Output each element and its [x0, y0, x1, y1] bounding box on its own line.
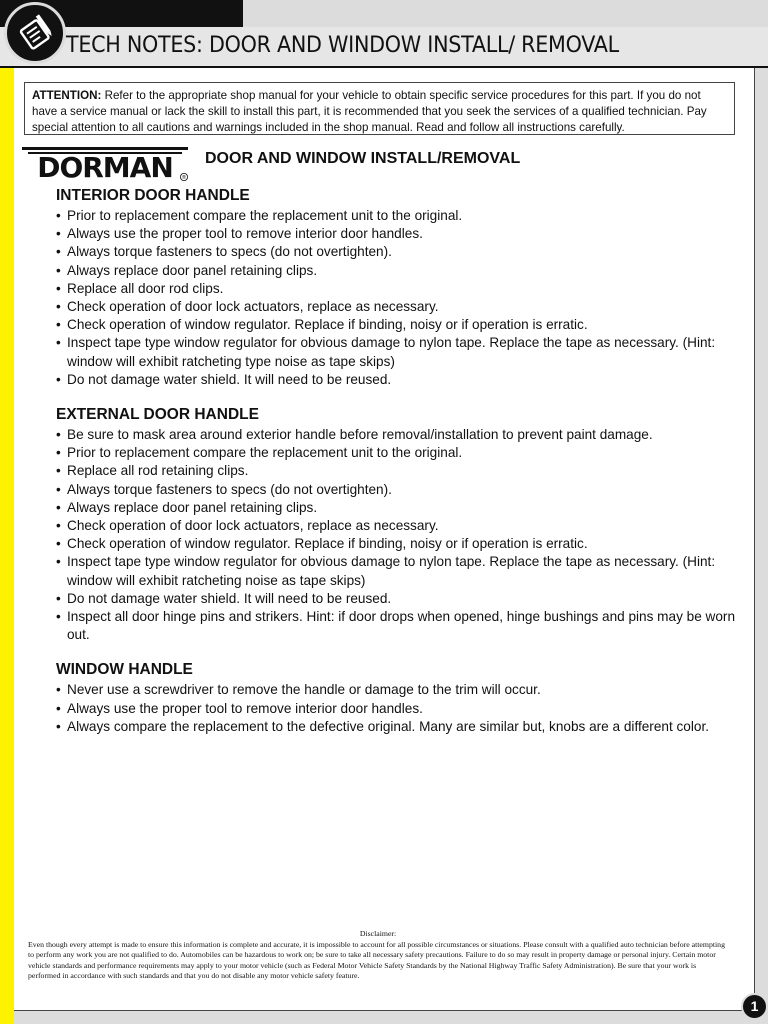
attention-label: ATTENTION:: [32, 89, 102, 102]
document-page: [14, 68, 755, 1011]
list-item: • Do not damage water shield. It will need to be reused.: [56, 590, 736, 608]
list-item: • Check operation of window regulator. Replace if binding, noisy or if operation is erratic.: [56, 535, 736, 553]
section-interior-door-handle: [56, 186, 736, 389]
list-item: • Always use the proper tool to remove interior door handles.: [56, 225, 736, 243]
list-item: • Be sure to mask area around exterior handle before removal/installation to prevent paint damage.: [56, 426, 736, 444]
yellow-accent-bar: [0, 68, 14, 1024]
bullet-list: [56, 426, 736, 644]
list-item: • Always torque fasteners to specs (do not overtighten).: [56, 243, 736, 261]
list-item: • Check operation of door lock actuators, replace as necessary.: [56, 517, 736, 535]
list-item: • Always replace door panel retaining clips.: [56, 499, 736, 517]
list-item: • Never use a screwdriver to remove the handle or damage to the trim will occur.: [56, 681, 736, 699]
section-external-door-handle: [56, 405, 736, 644]
list-item: • Always compare the replacement to the defective original. Many are similar but, knobs are a different color.: [56, 718, 736, 736]
section-window-handle: [56, 660, 736, 736]
attention-text: Refer to the appropriate shop manual for your vehicle to obtain specific service procedures for this part. If you do not have a service manual or lack the skill to install this part, it is recommended that you seek the services of a qualified technician. Pay special attention to all cautions and warnings included in the shop manual. Read and follow all instructions carefully.: [32, 89, 707, 134]
list-item: • Always torque fasteners to specs (do not overtighten).: [56, 481, 736, 499]
document-heading: DOOR AND WINDOW INSTALL/REMOVAL: [205, 150, 521, 167]
list-item: • Always use the proper tool to remove interior door handles.: [56, 700, 736, 718]
list-item: • Prior to replacement compare the replacement unit to the original.: [56, 444, 736, 462]
attention-box: [24, 82, 735, 135]
disclaimer-text: Even though every attempt is made to ensure this information is complete and accurate, it is impossible to account for all possible circumstances or situations. Please consult with a qualified auto technician before attempting to perform any work you are not qualified to do. Automobiles can be hazardous to work on; be sure to take all necessary safety precautions. Failure to do so may result in property damage or personal injury. Certain motor vehicle standards and performance requirements may apply to your motor vehicle (such as Federal Motor Vehicle Safety Standards by the National Highway Traffic Safety Administration). Be sure that your work is performed in accordance with such standards and that you do not disable any motor vehicle safety feature.: [28, 939, 725, 981]
disclaimer: [28, 929, 728, 982]
list-item: • Inspect all door hinge pins and strikers. Hint: if door drops when opened, hinge bushings and pins may be worn out.: [56, 608, 736, 644]
section-title: EXTERNAL DOOR HANDLE: [56, 406, 259, 424]
list-item: • Check operation of window regulator. Replace if binding, noisy or if operation is erratic.: [56, 316, 736, 334]
list-item: • Replace all door rod clips.: [56, 280, 736, 298]
list-item: • Inspect tape type window regulator for obvious damage to nylon tape. Replace the tape as necessary. (Hint: window will exhibit ratcheting type noise as tape skips): [56, 334, 736, 370]
dorman-logo: [22, 144, 194, 187]
section-title: INTERIOR DOOR HANDLE: [56, 187, 250, 204]
list-item: • Replace all rod retaining clips.: [56, 462, 736, 480]
list-item: • Always replace door panel retaining clips.: [56, 262, 736, 280]
dorman-wordmark: DORMAN: [37, 151, 173, 182]
list-item: • Check operation of door lock actuators, replace as necessary.: [56, 298, 736, 316]
page-number-badge: 1: [741, 993, 768, 1020]
section-title: WINDOW HANDLE: [56, 661, 193, 679]
disclaimer-label: Disclaimer:: [359, 929, 397, 938]
registered-mark: ®: [181, 175, 187, 181]
list-item: • Inspect tape type window regulator for obvious damage to nylon tape. Replace the tape as necessary. (Hint: window will exhibit ratcheting noise as tape skips): [56, 553, 736, 589]
bullet-list: [56, 681, 736, 736]
sections-container: [56, 186, 736, 752]
list-item: • Prior to replacement compare the replacement unit to the original.: [56, 207, 736, 225]
bullet-list: [56, 207, 736, 389]
page-title: TECH NOTES: DOOR AND WINDOW INSTALL/ REMOVAL: [66, 33, 619, 58]
notepad-pencil-icon: [4, 2, 66, 64]
list-item: • Do not damage water shield. It will need to be reused.: [56, 371, 736, 389]
